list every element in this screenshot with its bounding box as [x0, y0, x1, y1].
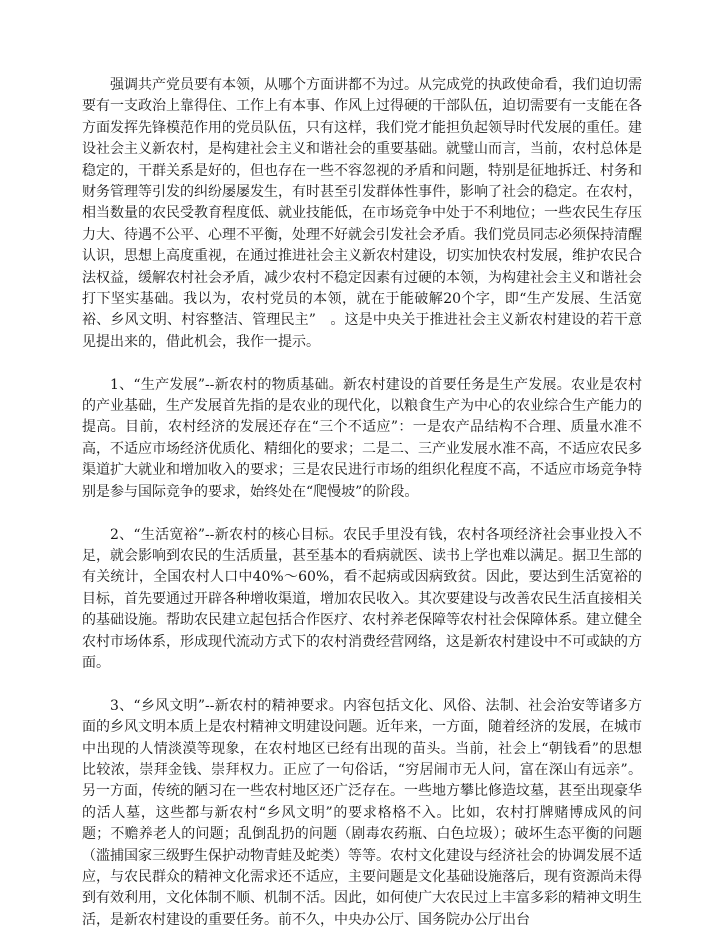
document-body: [82, 75, 642, 931]
paragraph-spacer: [82, 674, 642, 695]
paragraph-production-development: 1、“生产发展”--新农村的物质基础。新农村建设的首要任务是生产发展。农业是农村的产业基础，生产发展首先指的是农业的现代化，以粮食生产为中心的农业综合生产能力的提高。目前，农村经济的发展还存在“三个不适应”：一是农产品结构不合理、质量水准不高，不适应市场经济优质化、精细化的要求；二是二、三产业发展水准不高，不适应农民多渠道扩大就业和增加收入的要求；三是农民进行市场的组织化程度不高，不适应市场竞争特别是参与国际竞争的要求，始终处在“爬慢坡”的阶段。: [82, 376, 642, 500]
paragraph-civilized-customs: 3、“乡风文明”--新农村的精神要求。内容包括文化、风俗、法制、社会治安等诸多方面的乡风文明本质上是农村精神文明建设问题。近年来，一方面，随着经济的发展，在城市中出现的人情淡漠等现象，在农村地区已经有出现的苗头。当前，社会上“朝钱看”的思想比较浓，崇拜金钱、崇拜权力。正应了一句俗话，“穷居闹市无人问，富在深山有远亲”。另一方面，传统的陋习在一些农村地区还广泛存在。一些地方攀比修造坟墓，甚至出现豪华的活人墓，这些都与新农村“乡风文明”的要求格格不入。比如，农村打牌赌博成风的问题；不赡养老人的问题；乱倒乱扔的问题（剧毒农药瓶、白色垃圾）；破坏生态平衡的问题（滥捕国家三级野生保护动物青蛙及蛇类）等等。农村文化建设与经济社会的协调发展不适应，与农民群众的精神文化需求还不适应，主要问题是文化基础设施落后，现有资源尚未得到有效利用，文化体制不顺、机制不活。因此，如何使广大农民过上丰富多彩的精神文明生活，是新农村建设的重要任务。前不久，中央办公厅、国务院办公厅出台: [82, 697, 642, 928]
paragraph-spacer: [82, 503, 642, 524]
paragraph-intro: 强调共产党员要有本领，从哪个方面讲都不为过。从完成党的执政使命看，我们迫切需要有一支政治上靠得住、工作上有本事、作风上过得硬的干部队伍，迫切需要有一支能在各方面发挥先锋模范作用的党员队伍，只有这样，我们党才能担负起领导时代发展的重任。建设社会主义新农村，是构建社会主义和谐社会的重要基础。就璧山而言，当前，农村总体是稳定的，干群关系是好的，但也存在一些不容忽视的矛盾和问题，特别是征地拆迁、村务和财务管理等引发的纠纷屡屡发生，有时甚至引发群体性事件，影响了社会的稳定。在农村，相当数量的农民受教育程度低、就业技能低，在市场竞争中处于不利地位；一些农民生存压力大、待遇不公平、心理不平衡，处理不好就会引发社会矛盾。我们党员同志必须保持清醒认识，思想上高度重视，在通过推进社会主义新农村建设，切实加快农村发展，维护农民合法权益，缓解农村社会矛盾，减少农村不稳定因素有过硬的本领，为构建社会主义和谐社会打下坚实基础。我以为，农村党员的本领，就在于能破解20个字，即“生产发展、生活宽裕、乡风文明、村容整洁、管理民主” 。这是中央关于推进社会主义新农村建设的若干意见提出来的，借此机会，我作一提示。: [82, 77, 642, 350]
paragraph-spacer: [82, 353, 642, 374]
paragraph-affluent-life: 2、“生活宽裕”--新农村的核心目标。农民手里没有钱，农村各项经济社会事业投入不足，就会影响到农民的生活质量，甚至基本的看病就医、读书上学也难以满足。据卫生部的有关统计，全国农村人口中40%～60%，看不起病或因病致贫。因此，要达到生活宽裕的目标，首先要通过开辟各种增收渠道，增加农民收入。其次要建设与改善农民生活直接相关的基础设施。帮助农民建立起包括合作医疗、农村养老保障等农村社会保障体系。建立健全农村市场体系，形成现代流动方式下的农村消费经营网络，这是新农村建设中不可或缺的方面。: [82, 526, 642, 671]
